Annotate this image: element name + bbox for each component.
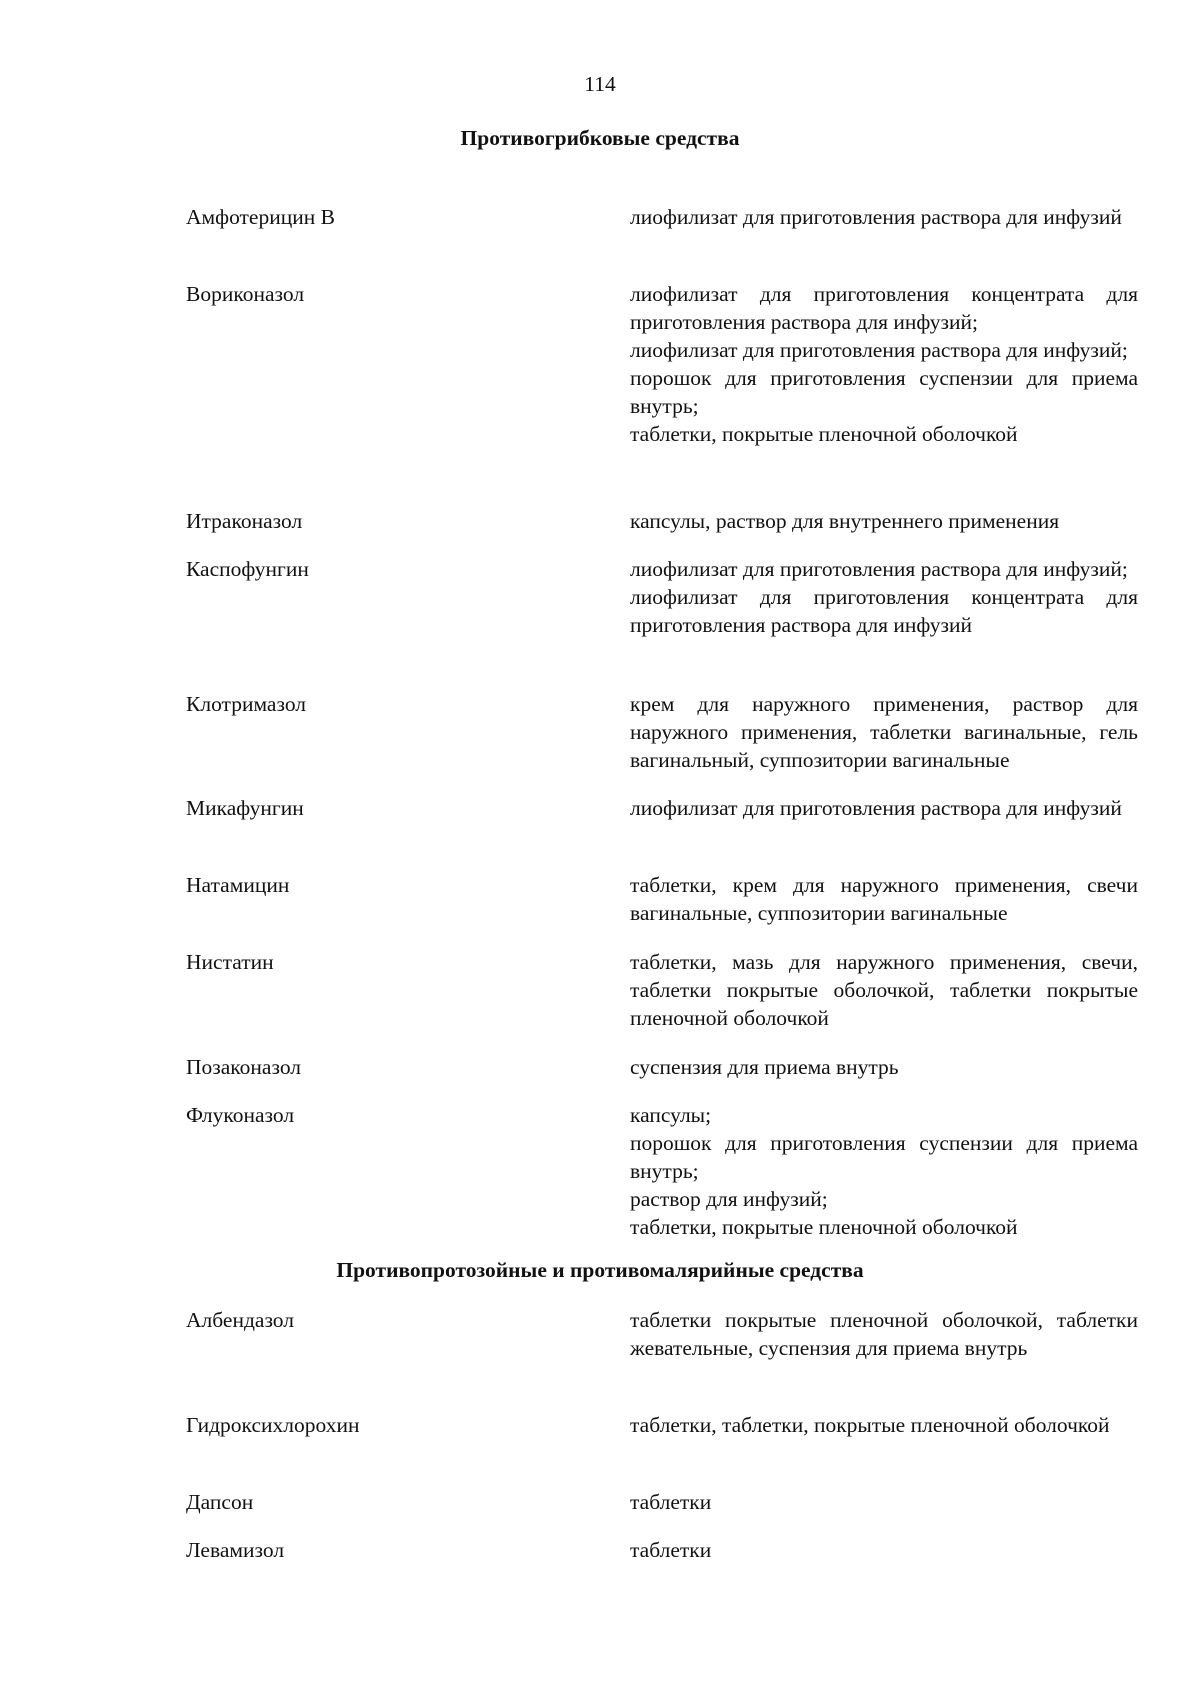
drug-forms <box>630 1411 1138 1439</box>
drug-form: лиофилизат для приготовления концентрата для приготовления раствора для инфузий <box>630 585 1138 637</box>
drug-name: Албендазол <box>186 1308 295 1332</box>
drug-forms <box>630 690 1138 774</box>
drug-forms <box>630 555 1138 639</box>
drug-forms <box>630 1536 1138 1564</box>
drug-forms <box>630 1053 1138 1081</box>
drug-forms <box>630 1488 1138 1516</box>
drug-form: лиофилизат для приготовления раствора для инфузий; <box>630 557 1128 581</box>
drug-name: Итраконазол <box>186 509 303 533</box>
drug-name: Флуконазол <box>186 1103 295 1127</box>
drug-form: раствор для инфузий; <box>630 1187 828 1211</box>
drug-forms <box>630 507 1138 535</box>
page-number: 114 <box>584 72 616 96</box>
drug-form: лиофилизат для приготовления раствора для инфузий <box>630 796 1122 820</box>
drug-form: крем для наружного применения, раствор для наружного применения, таблетки вагинальные, гель вагинальный, суппозитории вагинальные <box>630 692 1138 772</box>
drug-name: Левамизол <box>186 1538 285 1562</box>
drug-form: таблетки покрытые пленочной оболочкой, таблетки жевательные, суспензия для приема внутрь <box>630 1308 1138 1360</box>
drug-form: лиофилизат для приготовления концентрата для приготовления раствора для инфузий; <box>630 282 1138 334</box>
drug-form: таблетки, покрытые пленочной оболочкой <box>630 422 1018 446</box>
drug-forms <box>630 203 1138 231</box>
drug-name: Натамицин <box>186 873 290 897</box>
drug-form: таблетки <box>630 1490 712 1514</box>
drug-name: Амфотерицин В <box>186 205 335 229</box>
drug-name: Дапсон <box>186 1490 254 1514</box>
drug-name: Позаконазол <box>186 1055 302 1079</box>
drug-forms <box>630 871 1138 927</box>
drug-form: таблетки, крем для наружного применения, свечи вагинальные, суппозитории вагинальные <box>630 873 1138 925</box>
drug-form: лиофилизат для приготовления раствора для инфузий; <box>630 338 1128 362</box>
drug-form: порошок для приготовления суспензии для приема внутрь; <box>630 1131 1138 1183</box>
drug-form: суспензия для приема внутрь <box>630 1055 899 1079</box>
drug-form: порошок для приготовления суспензии для приема внутрь; <box>630 366 1138 418</box>
drug-name: Клотримазол <box>186 692 307 716</box>
drug-forms <box>630 1306 1138 1362</box>
drug-name: Гидроксихлорохин <box>186 1413 360 1437</box>
drug-form: таблетки, таблетки, покрытые пленочной оболочкой <box>630 1413 1110 1437</box>
drug-name: Вориконазол <box>186 282 305 306</box>
drug-form: таблетки <box>630 1538 712 1562</box>
drug-name: Каспофунгин <box>186 557 309 581</box>
drug-form: таблетки, мазь для наружного применения, свечи, таблетки покрытые оболочкой, таблетки покрытые пленочной оболочкой <box>630 950 1138 1030</box>
drug-name: Микафунгин <box>186 796 304 820</box>
section-heading: Противогрибковые средства <box>460 126 740 150</box>
drug-form: лиофилизат для приготовления раствора для инфузий <box>630 205 1122 229</box>
drug-forms <box>630 794 1138 822</box>
drug-form: капсулы; <box>630 1103 712 1127</box>
drug-forms <box>630 948 1138 1032</box>
drug-forms <box>630 1101 1138 1241</box>
drug-form: таблетки, покрытые пленочной оболочкой <box>630 1215 1018 1239</box>
drug-forms <box>630 280 1138 448</box>
drug-name: Нистатин <box>186 950 274 974</box>
section-heading: Противопротозойные и противомалярийные средства <box>336 1258 864 1282</box>
drug-form: капсулы, раствор для внутреннего применения <box>630 509 1060 533</box>
